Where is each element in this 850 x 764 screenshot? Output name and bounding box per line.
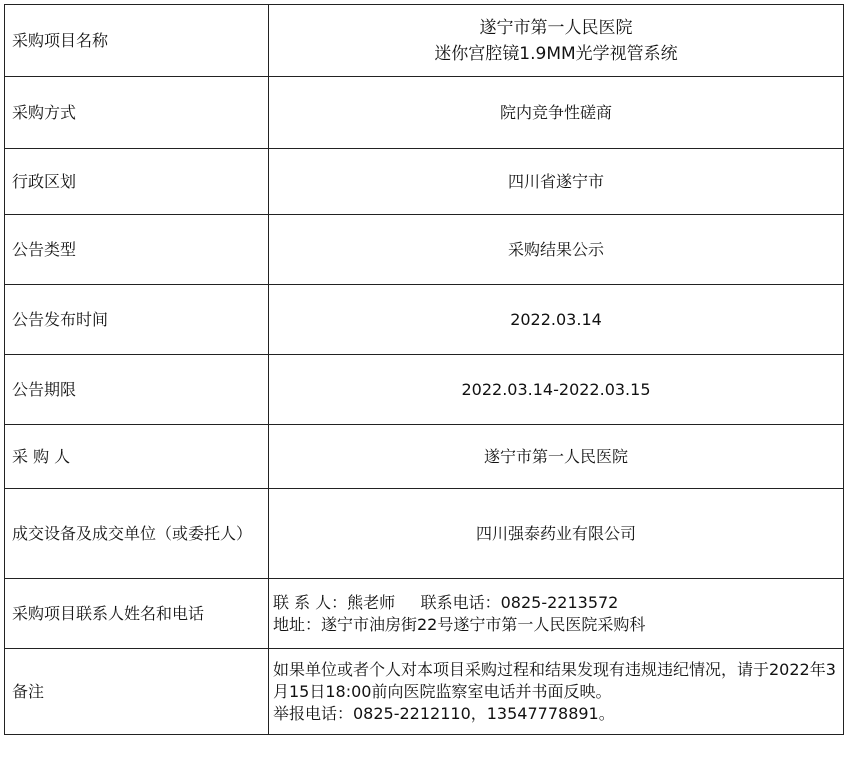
notice-type-label: 公告类型 bbox=[5, 215, 269, 285]
purchaser-value: 遂宁市第一人民医院 bbox=[269, 425, 844, 489]
procurement-method-label: 采购方式 bbox=[5, 77, 269, 149]
report-phone: 举报电话：0825-2212110，13547778891。 bbox=[273, 703, 615, 723]
table-row-winning-bidder bbox=[5, 489, 844, 579]
contact-address: 地址：遂宁市油房街22号遂宁市第一人民医院采购科 bbox=[273, 614, 646, 634]
remarks-text: 如果单位或者个人对本项目采购过程和结果发现有违规违纪情况，请于2022年3月15日18:00前向医院监察室电话并书面反映。 bbox=[273, 659, 836, 701]
notice-type-value: 采购结果公示 bbox=[269, 215, 844, 285]
contact-label: 采购项目联系人姓名和电话 bbox=[5, 579, 269, 649]
winning-bidder-label: 成交设备及成交单位（或委托人） bbox=[5, 489, 269, 579]
remarks-value bbox=[269, 649, 844, 735]
winning-bidder-value: 四川强泰药业有限公司 bbox=[269, 489, 844, 579]
purchaser-label: 采 购 人 bbox=[5, 425, 269, 489]
table-row-procurement-method bbox=[5, 77, 844, 149]
table-row-contact bbox=[5, 579, 844, 649]
contact-person-phone: 联 系 人：熊老师 联系电话：0825-2213572 bbox=[273, 592, 619, 612]
publish-date-value: 2022.03.14 bbox=[269, 285, 844, 355]
table-row-project-name bbox=[5, 5, 844, 77]
region-label: 行政区划 bbox=[5, 149, 269, 215]
table-row-notice-type bbox=[5, 215, 844, 285]
remarks-label: 备注 bbox=[5, 649, 269, 735]
table-row-purchaser bbox=[5, 425, 844, 489]
publish-date-label: 公告发布时间 bbox=[5, 285, 269, 355]
project-name-label: 采购项目名称 bbox=[5, 5, 269, 77]
procurement-notice-table bbox=[4, 4, 844, 735]
notice-period-value: 2022.03.14-2022.03.15 bbox=[269, 355, 844, 425]
notice-period-label: 公告期限 bbox=[5, 355, 269, 425]
project-name-value bbox=[269, 5, 844, 77]
table-row-remarks bbox=[5, 649, 844, 735]
table-row-region bbox=[5, 149, 844, 215]
table-row-notice-period bbox=[5, 355, 844, 425]
project-name-line-2: 迷你宫腔镜1.9MM光学视管系统 bbox=[434, 43, 678, 64]
table-row-publish-date bbox=[5, 285, 844, 355]
project-name-line-1: 遂宁市第一人民医院 bbox=[479, 17, 633, 38]
contact-value bbox=[269, 579, 844, 649]
region-value: 四川省遂宁市 bbox=[269, 149, 844, 215]
procurement-method-value: 院内竞争性磋商 bbox=[269, 77, 844, 149]
